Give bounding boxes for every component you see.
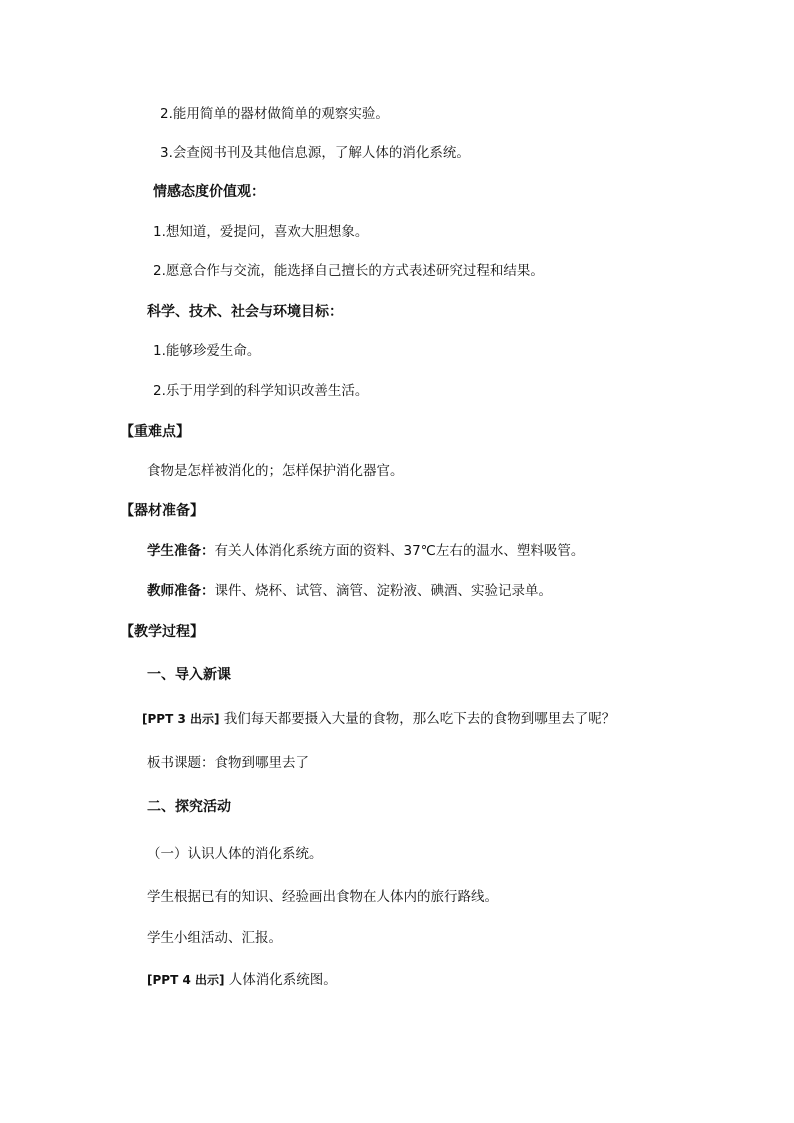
sts-item: 1.能够珍爱生命。	[153, 343, 261, 359]
paragraph: 学生根据已有的知识、经验画出食物在人体内的旅行路线。	[147, 889, 498, 905]
student-materials-text: 有关人体消化系统方面的资料、37℃左右的温水、塑料吸管。	[214, 543, 585, 559]
student-materials-label: 学生准备：	[147, 543, 215, 559]
ppt4-label: [PPT 4 出示]	[147, 973, 225, 987]
skill-item: 3.会查阅书刊及其他信息源，了解人体的消化系统。	[160, 145, 470, 161]
skill-item: 2.能用简单的器材做简单的观察实验。	[160, 106, 389, 122]
sts-heading: 科学、技术、社会与环境目标：	[147, 304, 343, 320]
process-heading: 【教学过程】	[120, 624, 204, 640]
ppt3-label: [PPT 3 出示]	[142, 712, 220, 726]
ppt3-text: 我们每天都要摄入大量的食物，那么吃下去的食物到哪里去了呢？	[223, 711, 616, 727]
ppt4-line	[147, 971, 337, 989]
teacher-materials	[147, 582, 552, 600]
key-points-heading: 【重难点】	[120, 424, 190, 440]
materials-heading: 【器材准备】	[120, 503, 204, 519]
section-explore-heading: 二、探究活动	[147, 799, 231, 815]
paragraph: 学生小组活动、汇报。	[147, 930, 282, 946]
student-materials	[147, 542, 584, 560]
attitude-heading: 情感态度价值观：	[153, 184, 265, 200]
sts-item: 2.乐于用学到的科学知识改善生活。	[153, 383, 369, 399]
ppt3-line	[142, 710, 615, 728]
ppt4-text: 人体消化系统图。	[228, 972, 337, 988]
subsection-heading: （一）认识人体的消化系统。	[147, 846, 323, 862]
key-points-text: 食物是怎样被消化的；怎样保护消化器官。	[147, 463, 404, 479]
section-intro-heading: 一、导入新课	[147, 667, 231, 683]
teacher-materials-label: 教师准备：	[147, 583, 215, 599]
attitude-item: 2.愿意合作与交流，能选择自己擅长的方式表述研究过程和结果。	[153, 263, 544, 279]
board-title: 板书课题：食物到哪里去了	[147, 755, 309, 771]
teacher-materials-text: 课件、烧杯、试管、滴管、淀粉液、碘酒、实验记录单。	[214, 583, 552, 599]
attitude-item: 1.想知道，爱提问，喜欢大胆想象。	[153, 224, 369, 240]
